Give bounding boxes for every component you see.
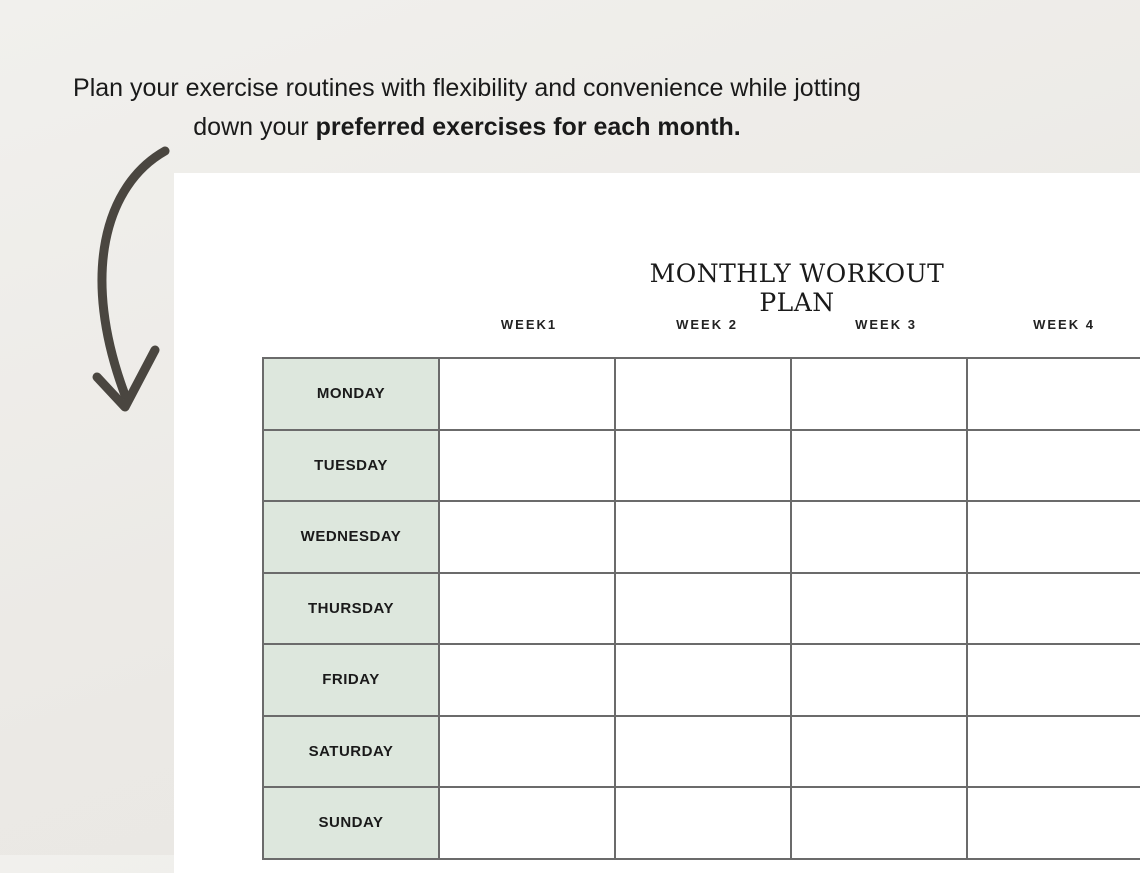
plan-cell[interactable] [615, 501, 791, 573]
day-row [263, 501, 1140, 573]
caption-line-2 [0, 113, 934, 142]
day-label: THURSDAY [263, 573, 439, 645]
plan-cell[interactable] [439, 358, 615, 430]
day-row [263, 430, 1140, 502]
plan-cell[interactable] [791, 358, 967, 430]
plan-grid [262, 357, 1140, 860]
plan-cell[interactable] [967, 644, 1140, 716]
plan-cell[interactable] [967, 501, 1140, 573]
plan-cell[interactable] [615, 430, 791, 502]
week-header: WEEK 2 [676, 317, 738, 332]
plan-cell[interactable] [615, 787, 791, 859]
plan-cell[interactable] [615, 716, 791, 788]
day-label: SUNDAY [263, 787, 439, 859]
week-header: WEEK1 [500, 317, 558, 332]
workout-plan-sheet [174, 173, 1140, 873]
plan-cell[interactable] [967, 430, 1140, 502]
caption-line-1: Plan your exercise routines with flexibility and convenience while jotting [73, 74, 861, 102]
plan-cell[interactable] [791, 573, 967, 645]
plan-cell[interactable] [615, 573, 791, 645]
plan-cell[interactable] [791, 644, 967, 716]
plan-title: MONTHLY WORKOUT PLAN [649, 259, 945, 317]
plan-cell[interactable] [439, 501, 615, 573]
week-header: WEEK 4 [1033, 317, 1095, 332]
day-row [263, 644, 1140, 716]
plan-cell[interactable] [439, 787, 615, 859]
day-label: MONDAY [263, 358, 439, 430]
plan-cell[interactable] [439, 430, 615, 502]
day-row [263, 573, 1140, 645]
curved-arrow-icon [85, 145, 175, 415]
plan-cell[interactable] [791, 430, 967, 502]
plan-cell[interactable] [791, 716, 967, 788]
day-row [263, 716, 1140, 788]
caption-bold: preferred exercises for each month. [315, 113, 741, 141]
plan-cell[interactable] [615, 358, 791, 430]
plan-cell[interactable] [967, 787, 1140, 859]
day-label: SATURDAY [263, 716, 439, 788]
plan-cell[interactable] [439, 573, 615, 645]
plan-cell[interactable] [967, 716, 1140, 788]
day-label: TUESDAY [263, 430, 439, 502]
plan-cell[interactable] [967, 573, 1140, 645]
plan-cell[interactable] [967, 358, 1140, 430]
week-header: WEEK 3 [855, 317, 917, 332]
day-row [263, 787, 1140, 859]
day-label: FRIDAY [263, 644, 439, 716]
day-label: WEDNESDAY [263, 501, 439, 573]
day-row [263, 358, 1140, 430]
plan-cell[interactable] [439, 716, 615, 788]
caption-regular: down your [193, 113, 316, 141]
plan-cell[interactable] [791, 501, 967, 573]
plan-cell[interactable] [439, 644, 615, 716]
plan-cell[interactable] [615, 644, 791, 716]
plan-cell[interactable] [791, 787, 967, 859]
